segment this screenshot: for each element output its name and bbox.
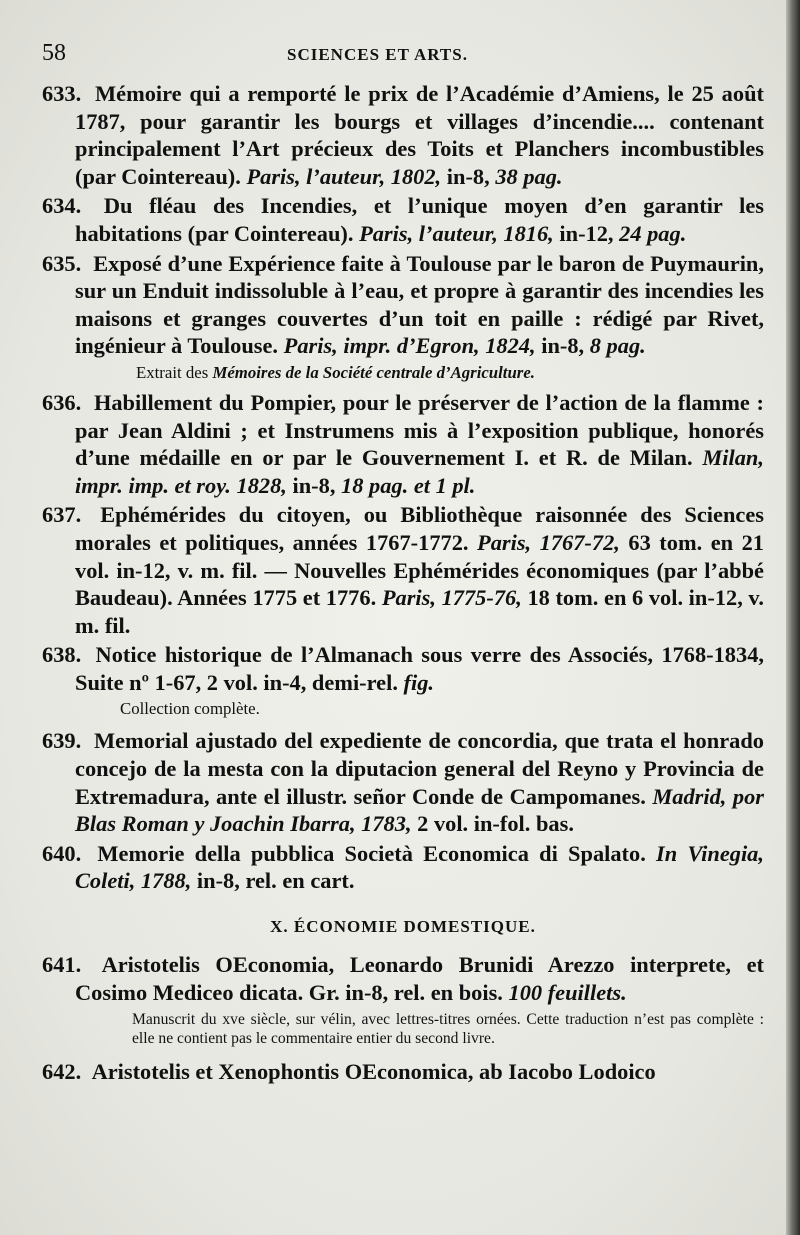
running-title: SCIENCES ET ARTS. [287, 45, 468, 64]
entry-text: Aristotelis et Xenophontis OEconomica, ab Iacobo Lodoico [91, 1059, 656, 1085]
entry-number: 633. [42, 81, 82, 106]
section-heading: X. ÉCONOMIE DOMESTIQUE. [270, 917, 536, 937]
entry-pages: 38 pag. [495, 163, 563, 189]
entry-text: Du fléau des Incendies, et l’unique moyen d’en garantir les habitations (par Cointereau). [75, 193, 764, 246]
entry-number: 638. [42, 642, 82, 668]
entry-format-2: 18 tom. en 6 vol. in-12, v. m. fil. [75, 585, 764, 638]
entry-imprint: Milan, impr. imp. et roy. 1828, [75, 445, 764, 498]
entry-639 [42, 727, 764, 837]
entry-format: in-8, [292, 472, 336, 498]
entry-number: 640. [42, 840, 82, 866]
entry-635 [42, 250, 764, 360]
entry-pages: 100 feuillets. [508, 979, 627, 1005]
entry-imprint: In Vinegia, Coleti, 1788, [75, 840, 764, 894]
entry-number: 635. [42, 250, 82, 276]
entry-number: 637. [42, 502, 82, 528]
running-head [42, 40, 764, 80]
entry-text: Exposé d’une Expérience faite à Toulouse par le baron de Puymaurin, sur un Enduit indissoluble à l’eau, et propre à garantir des incendies les maisons et granges couvertes d’un toit en paille : rédigé par Rivet, ingénieur à Toulouse. [75, 250, 764, 359]
entry-pages: 8 pag. [589, 333, 646, 359]
entry-number: 636. [42, 389, 82, 415]
entry-pages: 24 pag. [619, 220, 687, 246]
entry-illustration: fig. [403, 669, 435, 695]
page-number: 58 [42, 40, 66, 66]
entry-636 [42, 389, 764, 499]
entry-number: 634. [42, 193, 82, 219]
entry-format: 63 tom. en 21 vol. in-12, v. m. fil. — Nouvelles Ephémérides économiques (par l’abbé Baudeau). Années 1775 et 1776. [75, 529, 764, 611]
entry-640 [42, 840, 764, 895]
note-638: Collection complète. [120, 699, 260, 719]
entry-text: Ephémérides du citoyen, ou Bibliothèque raisonnée des Sciences morales et politiques, années 1767-1772. [75, 502, 764, 555]
entry-638 [42, 641, 764, 696]
entry-number: 642. [42, 1059, 82, 1085]
entry-imprint: Paris, l’auteur, 1802, [246, 163, 442, 189]
note-prefix: Extrait des [136, 362, 209, 382]
entry-637 [42, 501, 764, 639]
entry-format: 2 vol. in-fol. bas. [417, 811, 574, 837]
entry-imprint: Paris, l’auteur, 1816, [359, 220, 554, 246]
entry-imprint: Paris, 1767-72, [477, 529, 620, 555]
entry-format: in-12, [559, 220, 614, 246]
entry-number: 639. [42, 728, 82, 754]
entry-pages: 18 pag. et 1 pl. [341, 472, 476, 498]
entry-642 [42, 1058, 764, 1086]
entry-format: in-8, [446, 163, 490, 189]
entry-633 [42, 80, 764, 190]
entry-imprint: Paris, impr. d’Egron, 1824, [283, 333, 536, 359]
entry-number: 641. [42, 952, 82, 978]
note-635 [42, 362, 764, 383]
entry-imprint: Madrid, por Blas Roman y Joachin Ibarra, 1783, [75, 783, 764, 837]
entry-text: Memorial ajustado del expediente de concordia, que trata el honrado concejo de la mesta con la diputacion general del Reyno y Provincia de Extremadura, ante el illustr. señor Conde de Campomanes. [75, 728, 764, 809]
entry-format: in-8, rel. en cart. [196, 868, 355, 894]
entry-text: Notice historique de l’Almanach sous verre des Associés, 1768-1834, Suite nº 1-67, 2 vol. in-4, demi-rel. [75, 642, 764, 695]
page-binding-shadow [786, 0, 800, 1235]
entry-641 [42, 951, 764, 1006]
entry-634 [42, 192, 764, 247]
entry-text: Aristotelis OEconomia, Leonardo Brunidi Arezzo interprete, et Cosimo Mediceo dicata. Gr. in-8, rel. en bois. [75, 952, 764, 1005]
entry-text: Habillement du Pompier, pour le préserver de l’action de la flamme : par Jean Aldini ; et Instrumens mis à l’exposition publique, honorés d’une médaille en or par le Gouvernement I. et R. de Milan. [75, 389, 764, 471]
entry-format: in-8, [541, 333, 585, 359]
entry-imprint-2: Paris, 1775-76, [381, 585, 522, 611]
entry-text: Mémoire qui a remporté le prix de l’Académie d’Amiens, le 25 août 1787, pour garantir les bourgs et villages d’incendie.... contenant principalement l’Art précieux des Toits et Planchers incombustibles (par Cointereau). [75, 81, 764, 189]
entry-text: Memorie della pubblica Società Economica di Spalato. [97, 840, 646, 866]
note-641: Manuscrit du xve siècle, sur vélin, avec lettres-titres ornées. Cette traduction n’est pas complète : elle ne contient pas le commentaire entier du second livre. [132, 1011, 764, 1048]
note-source-title: Mémoires de la Société centrale d’Agriculture. [212, 362, 535, 382]
